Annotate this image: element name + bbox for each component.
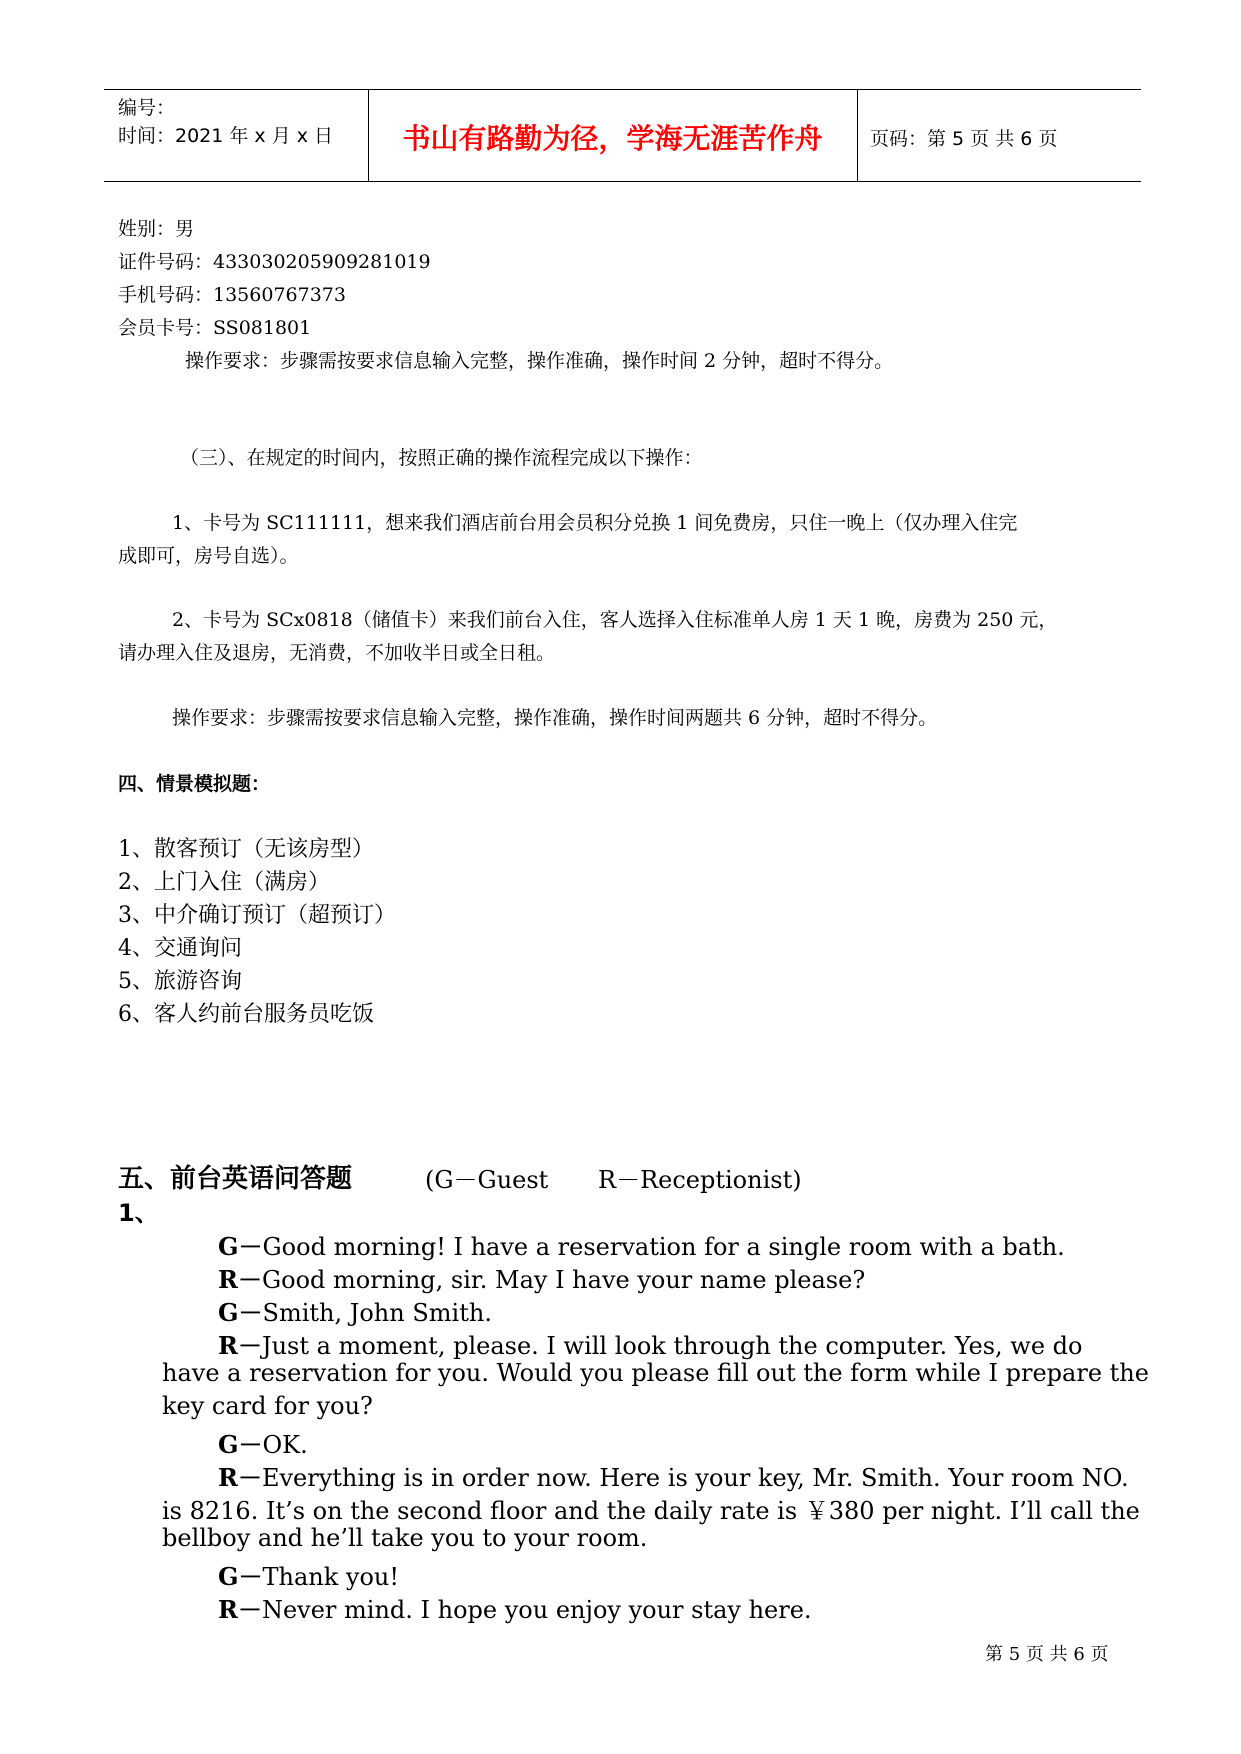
scenario-item: 6、客人约前台服务员吃饭 — [118, 1002, 374, 1027]
dialogue-line — [162, 1524, 647, 1552]
scenario-item: 5、旅游咨询 — [118, 969, 242, 994]
dialogue-line — [218, 1557, 399, 1592]
info-phone: 手机号码：13560767373 — [118, 284, 346, 306]
dialogue-text: Good morning, sir. May I have your name please? — [261, 1266, 866, 1294]
scenario-item: 1、散客预订（无该房型） — [118, 837, 374, 862]
speaker-label: G－ — [218, 1232, 263, 1261]
dialogue-text: OK. — [262, 1431, 308, 1459]
speaker-label: G－ — [218, 1298, 263, 1327]
dialogue-text: Smith, John Smith. — [262, 1299, 492, 1327]
section3-intro: （三）、在规定的时间内，按照正确的操作流程完成以下操作： — [180, 447, 703, 469]
scenario-item: 4、交通询问 — [118, 936, 242, 961]
dialogue-line — [162, 1359, 1149, 1387]
dialogue-text: Thank you! — [262, 1563, 400, 1591]
section5-legend-guest: (G－Guest — [425, 1166, 549, 1194]
speaker-label: R－ — [218, 1463, 262, 1492]
info-gender: 姓别：男 — [118, 218, 195, 240]
dialogue-text: key card for you? — [162, 1392, 373, 1420]
dialogue-text: is 8216. It’s on the second floor and the daily rate is ￥380 per night. I’ll call the — [162, 1497, 1140, 1525]
section4-title: 四、情景模拟题： — [118, 773, 271, 795]
section3-task2-line2: 请办理入住及退房，无消费，不加收半日或全日租。 — [118, 642, 556, 664]
info-id-number: 证件号码：433030205909281019 — [118, 251, 431, 273]
dialogue-text: Good morning! I have a reservation for a single room with a bath. — [262, 1233, 1065, 1261]
header-code: 编号： — [118, 97, 176, 119]
section3-task2-line1: 2、卡号为 SCx0818（储值卡）来我们前台入住，客人选择入住标准单人房 1 天 1 晚，房费为 250 元， — [172, 609, 1058, 631]
info-requirement: 操作要求：步骤需按要求信息输入完整，操作准确，操作时间 2 分钟，超时不得分。 — [185, 350, 894, 372]
section3-requirement: 操作要求：步骤需按要求信息输入完整，操作准确，操作时间两题共 6 分钟，超时不得分。 — [172, 707, 938, 729]
scenario-item: 3、中介确订预订（超预订） — [118, 903, 396, 928]
dialogue-line — [162, 1392, 373, 1420]
header-meta — [118, 94, 333, 150]
footer-page-number: 第 5 页 共 6 页 — [985, 1644, 1109, 1665]
section5-number: 1、 — [118, 1199, 159, 1227]
header-time: 时间：2021 年 x 月 x 日 — [118, 125, 334, 147]
section5-title: 五、前台英语问答题 — [118, 1164, 353, 1194]
section3-task1-line2: 成即可，房号自选）。 — [118, 545, 299, 567]
speaker-label: G－ — [218, 1562, 263, 1591]
header-top-rule — [104, 89, 1141, 90]
dialogue-line — [218, 1425, 308, 1460]
section5-legend-receptionist: R－Receptionist) — [598, 1166, 802, 1194]
speaker-label: R－ — [218, 1265, 262, 1294]
dialogue-text: bellboy and he’ll take you to your room. — [162, 1524, 648, 1552]
dialogue-text: Everything is in order now. Here is your key, Mr. Smith. Your room NO. — [261, 1464, 1129, 1492]
dialogue-line — [218, 1227, 1065, 1262]
header-bottom-rule — [104, 181, 1141, 182]
dialogue-text: Never mind. I hope you enjoy your stay here. — [261, 1596, 812, 1624]
header-divider — [857, 89, 858, 181]
section3-task1-line1: 1、卡号为 SC111111，想来我们酒店前台用会员积分兑换 1 间免费房，只住一晚上（仅办理入住完 — [172, 512, 1018, 534]
dialogue-line — [218, 1326, 1082, 1361]
dialogue-line — [218, 1260, 865, 1295]
scenario-item: 2、上门入住（满房） — [118, 870, 330, 895]
dialogue-line — [218, 1458, 1129, 1493]
speaker-label: R－ — [218, 1331, 262, 1360]
speaker-label: R－ — [218, 1595, 262, 1624]
header-page-number: 页码：第 5 页 共 6 页 — [870, 128, 1058, 150]
dialogue-line — [218, 1590, 812, 1625]
speaker-label: G－ — [218, 1430, 263, 1459]
header-motto: 书山有路勤为径，学海无涯苦作舟 — [402, 122, 823, 155]
dialogue-line — [162, 1491, 1140, 1526]
dialogue-text: have a reservation for you. Would you please fill out the form while I prepare the — [162, 1359, 1149, 1387]
dialogue-text: Just a moment, please. I will look through the computer. Yes, we do — [261, 1332, 1083, 1360]
dialogue-line — [218, 1293, 492, 1328]
info-member-card: 会员卡号：SS081801 — [118, 317, 312, 339]
